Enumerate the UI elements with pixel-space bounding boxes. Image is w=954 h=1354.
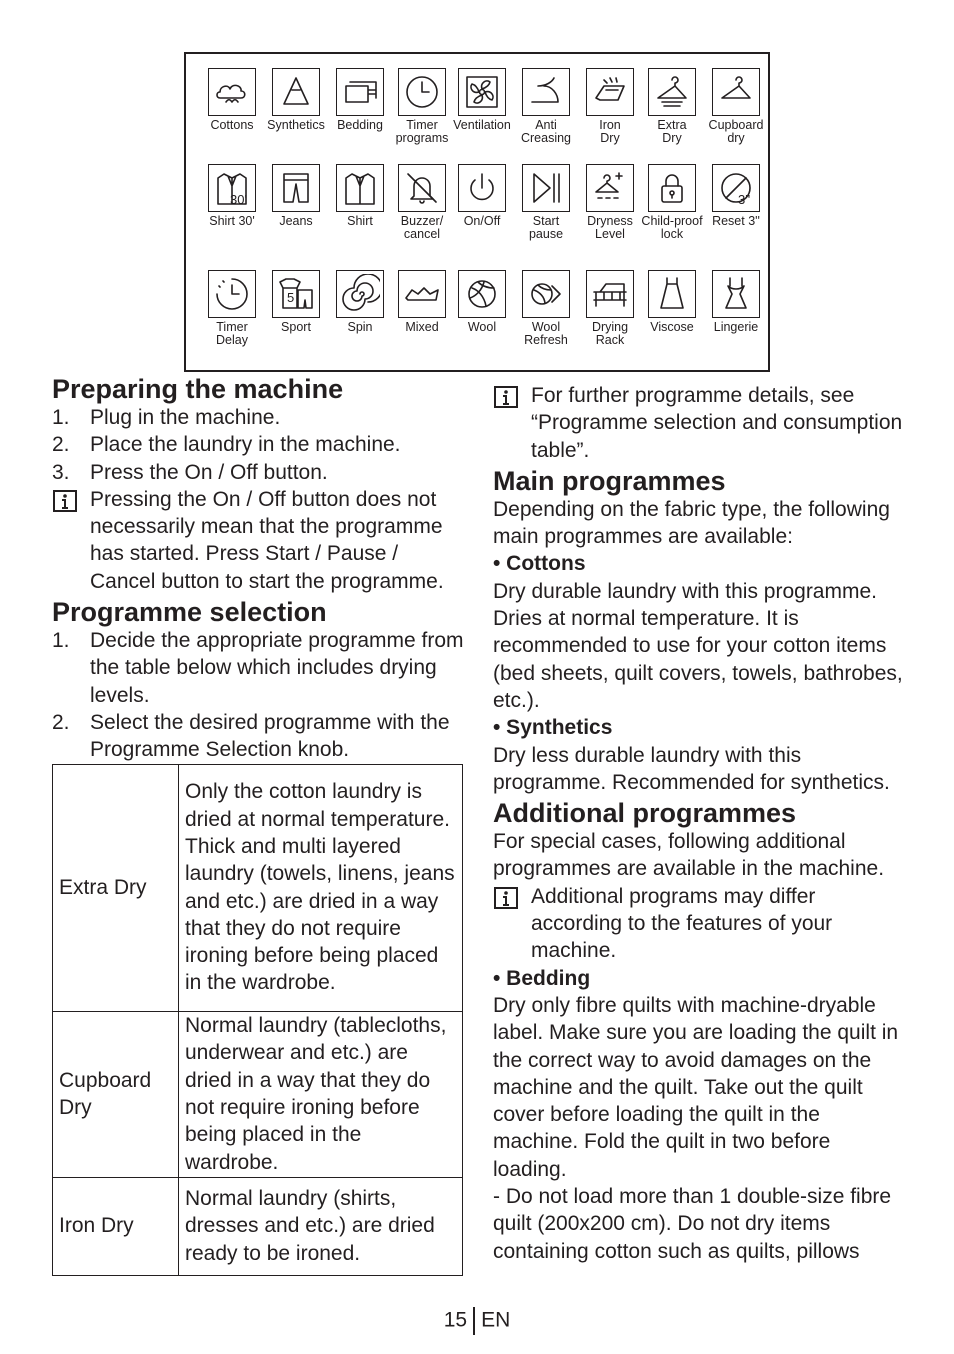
panel-icon-cupboard-dry bbox=[704, 68, 768, 145]
svg-text:3'': 3'' bbox=[738, 192, 751, 207]
drying-levels-table bbox=[52, 764, 463, 1276]
panel-icon-sport bbox=[264, 270, 328, 334]
list-item bbox=[52, 459, 464, 486]
right-column bbox=[493, 382, 903, 1265]
panel-icon-cottons bbox=[200, 68, 264, 132]
dryness-level-icon bbox=[586, 164, 634, 212]
step-text: Decide the appropriate programme from the table below which includes drying levels. bbox=[90, 629, 464, 707]
icon-label: Ventilation bbox=[453, 118, 511, 132]
reset-icon bbox=[712, 164, 760, 212]
icon-label: Timer programs bbox=[395, 118, 449, 145]
language-code: EN bbox=[481, 1308, 511, 1332]
step-text: Press the On / Off button. bbox=[90, 460, 328, 484]
preparing-steps bbox=[52, 404, 464, 486]
timer-programs-icon bbox=[398, 68, 446, 116]
jeans-icon bbox=[272, 164, 320, 212]
wool-refresh-icon bbox=[522, 270, 570, 318]
panel-icon-spin bbox=[328, 270, 392, 334]
icon-label: Iron Dry bbox=[599, 118, 621, 145]
icon-label: Anti Creasing bbox=[520, 118, 572, 145]
panel-icon-drying-rack bbox=[578, 270, 642, 347]
level-description: Normal laundry (shirts, dresses and etc.) are dried ready to be ironed. bbox=[179, 1177, 463, 1275]
step-number: 2. bbox=[52, 710, 70, 734]
panel-icon-child-lock bbox=[640, 164, 704, 241]
icon-label: Drying Rack bbox=[591, 320, 629, 347]
additional-intro: For special cases, following additional programmes are available in the machine. bbox=[493, 830, 885, 881]
shirt-icon bbox=[336, 164, 384, 212]
info-icon bbox=[494, 386, 518, 408]
step-number: 2. bbox=[52, 433, 70, 457]
note-text: Additional programs may differ according to the features of your machine. bbox=[531, 884, 833, 963]
icon-label: Mixed bbox=[405, 320, 439, 334]
panel-icon-jeans bbox=[264, 164, 328, 228]
info-icon bbox=[494, 887, 518, 909]
footer-divider bbox=[473, 1307, 475, 1335]
icon-label: On/Off bbox=[463, 214, 501, 228]
svg-text:30': 30' bbox=[230, 192, 247, 207]
page-number: 15 bbox=[443, 1308, 468, 1332]
iron-dry-icon bbox=[586, 68, 634, 116]
step-text: Place the laundry in the machine. bbox=[90, 433, 401, 457]
panel-icon-mixed bbox=[390, 270, 454, 334]
panel-icon-dryness-level bbox=[578, 164, 642, 241]
spin-icon bbox=[336, 270, 384, 318]
icon-label: Jeans bbox=[279, 214, 313, 228]
panel-icon-iron-dry bbox=[578, 68, 642, 145]
icon-label: Synthetics bbox=[267, 118, 325, 132]
step-number: 1. bbox=[52, 629, 70, 653]
panel-icon-shirt bbox=[328, 164, 392, 228]
panel-icon-wool bbox=[450, 270, 514, 334]
selection-steps bbox=[52, 627, 464, 763]
drying-rack-icon bbox=[586, 270, 634, 318]
panel-icon-power bbox=[450, 164, 514, 228]
shirt-30-icon bbox=[208, 164, 256, 212]
panel-icon-viscose bbox=[640, 270, 704, 334]
icon-label: Child-proof lock bbox=[641, 214, 703, 241]
level-name: Extra Dry bbox=[53, 764, 179, 1011]
icon-label: Lingerie bbox=[713, 320, 759, 334]
info-note bbox=[493, 883, 903, 965]
note-text: Pressing the On / Off button does not necessarily mean that the programme has started. Press Start / Pause / Cancel button to start the programme. bbox=[90, 487, 444, 593]
child-lock-icon bbox=[648, 164, 696, 212]
synthetics-text: Dry less durable laundry with this programme. Recommended for synthetics. bbox=[493, 743, 890, 794]
table-row bbox=[53, 764, 463, 1011]
bedding-title: • Bedding bbox=[493, 966, 591, 990]
icon-label: Wool bbox=[467, 320, 497, 334]
info-note bbox=[493, 382, 903, 464]
step-text: Select the desired programme with the Programme Selection knob. bbox=[90, 710, 450, 762]
start-pause-icon bbox=[522, 164, 570, 212]
icon-label: Sport bbox=[281, 320, 311, 334]
info-note bbox=[52, 486, 464, 595]
table-row bbox=[53, 1177, 463, 1275]
lingerie-icon bbox=[712, 270, 760, 318]
icon-label: Wool Refresh bbox=[524, 320, 568, 347]
note-text: For further programme details, see “Programme selection and consumption table”. bbox=[531, 384, 903, 462]
panel-icon-buzzer bbox=[390, 164, 454, 241]
info-icon bbox=[53, 490, 77, 512]
panel-icon-anti-creasing bbox=[514, 68, 578, 145]
buzzer-icon bbox=[398, 164, 446, 212]
preparing-heading: Preparing the machine bbox=[52, 374, 344, 404]
synthetics-icon bbox=[272, 68, 320, 116]
main-programmes-heading: Main programmes bbox=[493, 465, 726, 496]
synthetics-title: • Synthetics bbox=[493, 716, 613, 740]
cottons-title: • Cottons bbox=[493, 552, 586, 576]
icon-label: Extra Dry bbox=[657, 118, 687, 145]
power-icon bbox=[458, 164, 506, 212]
control-panel-icon-legend bbox=[184, 52, 770, 372]
cupboard-dry-icon bbox=[712, 68, 760, 116]
panel-icon-extra-dry bbox=[640, 68, 704, 145]
wool-icon bbox=[458, 270, 506, 318]
icon-label: Dryness Level bbox=[587, 214, 633, 241]
table-row bbox=[53, 1011, 463, 1177]
selection-heading: Programme selection bbox=[52, 597, 327, 628]
panel-icon-wool-refresh bbox=[514, 270, 578, 347]
sport-icon bbox=[272, 270, 320, 318]
ventilation-icon bbox=[458, 68, 506, 116]
step-text: Plug in the machine. bbox=[90, 406, 281, 429]
icon-label: Shirt 30' bbox=[209, 214, 255, 228]
timer-delay-icon bbox=[208, 270, 256, 318]
additional-programmes-heading: Additional programmes bbox=[493, 798, 797, 829]
step-number: 3. bbox=[52, 460, 70, 484]
list-item bbox=[52, 431, 464, 458]
viscose-icon bbox=[648, 270, 696, 318]
icon-label: Timer Delay bbox=[216, 320, 248, 347]
level-name: Cupboard Dry bbox=[53, 1011, 179, 1177]
svg-text:5: 5 bbox=[287, 290, 295, 305]
extra-dry-icon bbox=[648, 68, 696, 116]
step-number: 1. bbox=[52, 406, 70, 429]
level-description: Normal laundry (tablecloths, underwear and etc.) are dried in a way that they do not require ironing before being placed in the wardrobe. bbox=[179, 1011, 463, 1177]
panel-icon-ventilation bbox=[450, 68, 514, 132]
panel-icon-start-pause bbox=[514, 164, 578, 241]
panel-icon-timer-programs bbox=[390, 68, 454, 145]
list-item bbox=[52, 627, 464, 709]
panel-icon-bedding bbox=[328, 68, 392, 132]
level-name: Iron Dry bbox=[53, 1177, 179, 1275]
bedding-icon bbox=[336, 68, 384, 116]
panel-icon-timer-delay bbox=[200, 270, 264, 347]
panel-icon-reset bbox=[704, 164, 768, 228]
list-item bbox=[52, 709, 464, 764]
icon-label: Shirt bbox=[347, 214, 373, 228]
bedding-text: Dry only fibre quilts with machine-dryable label. Make sure you are loading the quilt in the correct way to avoid damages on the machine and the quilt. Take out the quilt cover before loading the quilt in the machine. Fold the quilt in two before loading. bbox=[493, 993, 899, 1181]
list-item bbox=[52, 404, 464, 431]
icon-label: Bedding bbox=[337, 118, 383, 132]
cottons-icon bbox=[208, 68, 256, 116]
icon-label: Reset 3'' bbox=[712, 214, 760, 228]
anti-creasing-icon bbox=[522, 68, 570, 116]
icon-label: Buzzer/ cancel bbox=[400, 214, 444, 241]
icon-label: Start pause bbox=[528, 214, 564, 241]
panel-icon-lingerie bbox=[704, 270, 768, 334]
icon-label: Spin bbox=[347, 320, 373, 334]
panel-icon-synthetics bbox=[264, 68, 328, 132]
icon-label: Viscose bbox=[650, 320, 694, 334]
icon-label: Cottons bbox=[210, 118, 254, 132]
page-footer bbox=[0, 1307, 954, 1335]
panel-icon-shirt-30 bbox=[200, 164, 264, 228]
bedding-warning: - Do not load more than 1 double-size fibre quilt (200x200 cm). Do not dry items containing cotton such as quilts, pillows bbox=[493, 1185, 892, 1263]
mixed-icon bbox=[398, 270, 446, 318]
left-column bbox=[52, 374, 464, 1276]
cottons-text: Dry durable laundry with this programme. Dries at normal temperature. It is recommended to use for your cotton items (bed sheets, quilt covers, towels, bathrobes, etc.). bbox=[493, 579, 903, 712]
main-intro: Depending on the fabric type, the following main programmes are available: bbox=[493, 497, 890, 549]
icon-label: Cupboard dry bbox=[708, 118, 764, 145]
level-description: Only the cotton laundry is dried at normal temperature. Thick and multi layered laundry (towels, linens, jeans and etc.) are dried in a way that they do not require ironing before being placed in the wardrobe. bbox=[179, 764, 463, 1011]
